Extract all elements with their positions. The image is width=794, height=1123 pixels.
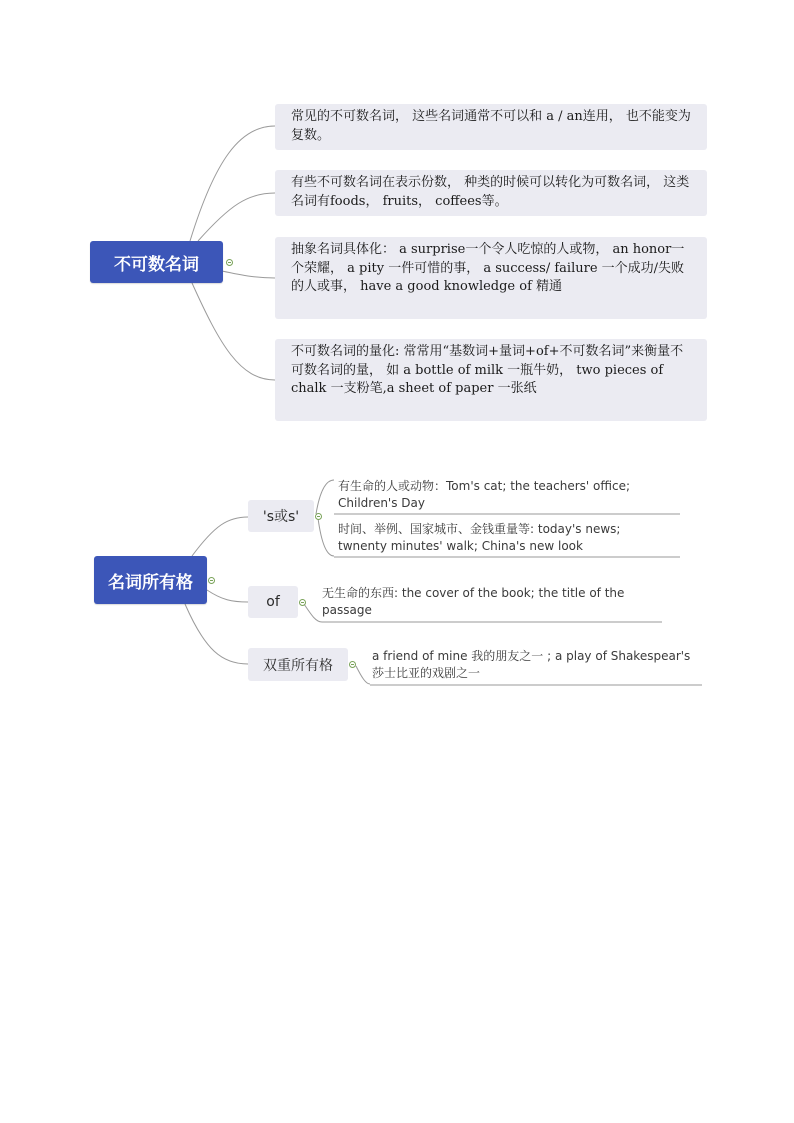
node-card-1[interactable] (275, 104, 707, 150)
connector-7 (185, 604, 248, 664)
root-node-possessive[interactable] (94, 556, 207, 604)
leaf-node-3[interactable] (322, 585, 657, 619)
branch-node-s[interactable] (248, 500, 314, 532)
leaf-node-1[interactable] (338, 478, 668, 512)
node-card-4[interactable] (275, 339, 707, 421)
leaf-node-text: 有生命的人或动物：Tom's cat; the teachers' office; Children's Day (338, 479, 631, 510)
node-card-3[interactable] (275, 237, 707, 319)
node-card-text: 有些不可数名词在表示份数， 种类的时候可以转化为可数名词， 这类名词有foods， fruits， coffees等。 (291, 175, 690, 209)
leaf-node-text: 时间、举例、国家城市、金钱重量等: today's news; twnenty minutes' walk; China's new look (338, 522, 621, 553)
collapse-icon[interactable] (299, 599, 306, 606)
connector-4 (192, 283, 275, 380)
collapse-icon[interactable] (315, 513, 322, 520)
connector-6 (207, 590, 248, 602)
branch-node-label: 's或s' (262, 509, 300, 525)
root-node-label: 名词所有格 (108, 572, 193, 593)
branch-node-of[interactable] (248, 586, 298, 618)
collapse-icon[interactable] (208, 577, 215, 584)
leaf-node-text: a friend of mine 我的朋友之一 ; a play of Shakespear's 莎士比亚的戏剧之一 (372, 649, 691, 680)
node-card-text: 不可数名词的量化: 常常用“基数词+量词+of+不可数名词”来衡量不可数名词的量， 如 a bottle of milk 一瓶牛奶， two pieces of chalk 一支粉笔,a sheet of paper 一张纸 (291, 344, 684, 396)
connector-11 (356, 666, 370, 684)
leaf-node-4[interactable] (372, 648, 702, 682)
collapse-icon[interactable] (226, 259, 233, 266)
connector-8 (316, 480, 334, 514)
connector-10 (304, 604, 322, 622)
root-node-label: 不可数名词 (114, 254, 199, 275)
leaf-node-text: 无生命的东西: the cover of the book; the title of the passage (322, 586, 625, 617)
branch-node-label: 双重所有格 (263, 657, 333, 674)
collapse-icon[interactable] (349, 661, 356, 668)
node-card-2[interactable] (275, 170, 707, 216)
node-card-text: 常见的不可数名词， 这些名词通常不可以和 a / an连用， 也不能变为复数。 (291, 109, 691, 143)
connector-9 (318, 518, 334, 556)
branch-node-double[interactable] (248, 648, 348, 681)
leaf-node-2[interactable] (338, 521, 668, 555)
branch-node-label: of (266, 594, 280, 610)
root-node-uncountable[interactable] (90, 241, 223, 283)
connector-1 (190, 126, 275, 241)
connector-5 (192, 517, 248, 556)
connector-3 (222, 271, 275, 278)
connector-2 (198, 193, 275, 241)
node-card-text: 抽象名词具体化： a surprise一个令人吃惊的人或物， an honor一个荣耀， a pity 一件可惜的事， a success/ failure 一个成功/失败的人或事， have a good knowledge of 精通 (291, 242, 685, 294)
